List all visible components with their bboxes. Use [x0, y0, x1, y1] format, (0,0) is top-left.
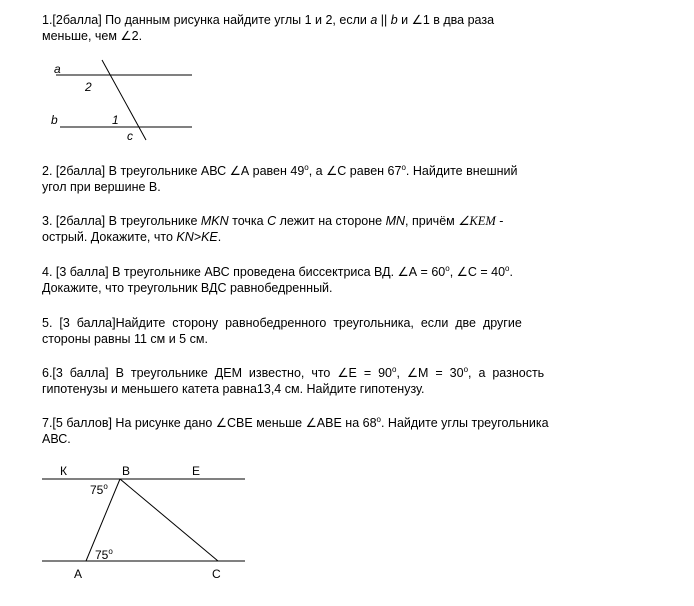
label-e: Е [192, 464, 201, 478]
line-a-ref: a [370, 13, 378, 27]
task-4 [42, 264, 626, 296]
label-a: a [54, 62, 61, 76]
task-7 [42, 415, 626, 447]
task-5 [42, 315, 626, 347]
task-6-line-1: 6.[3 балла] В треугольнике ДЕМ известно, что ∠Е = 90$^o$, ∠М = 30$^o$, а разность [42, 365, 545, 380]
task-5-line-1: 5. [3 балла]Найдите сторону равнобедренного треугольника, если две другие [42, 316, 522, 330]
line-b-ref: b [390, 13, 398, 27]
task-6 [42, 365, 626, 397]
task-1-line-2: меньше, чем ∠2. [42, 29, 143, 43]
task-4-line-2: Докажите, что треугольник ВДС равнобедренный. [42, 281, 333, 295]
label-c-vertex: С [212, 567, 221, 581]
figure-triangle-abc [38, 462, 253, 586]
figure-parallel-lines [40, 58, 210, 148]
line-c-transversal [102, 60, 146, 140]
task-7-line-1: 7.[5 баллов] На рисунке дано ∠СВЕ меньше ∠АВЕ на 68$^o$. Найдите углы треугольника [42, 415, 549, 430]
label-b: b [51, 113, 58, 127]
task-7-line-2: АВС. [42, 432, 71, 446]
task-1 [42, 12, 626, 44]
task-2-line-1: 2. [2балла] В треугольнике АВС ∠А равен 49$^o$, а ∠С равен 67$^o$. Найдите внешний [42, 163, 518, 178]
label-1: 1 [112, 113, 119, 127]
angle-top-value: 75$^o$ [90, 482, 108, 497]
label-k: К [60, 464, 67, 478]
label-2: 2 [85, 80, 92, 94]
task-1-line-1: 1.[2балла] По данным рисунка найдите углы 1 и 2, если a || b и ∠1 в два раза [42, 13, 495, 27]
task-2 [42, 163, 626, 195]
label-b-vertex: В [122, 464, 131, 478]
task-2-line-2: угол при вершине В. [42, 180, 161, 194]
task-6-line-2: гипотенузы и меньшего катета равна13,4 см. Найдите гипотенузу. [42, 382, 425, 396]
angle-bottom-value: 75$^o$ [95, 547, 113, 562]
task-3-line-2: острый. Докажите, что KN>KE. [42, 230, 222, 244]
task-4-line-1: 4. [3 балла] В треугольнике АВС проведена биссектриса ВД. ∠А = $60^o$, ∠С = $40^o$. [42, 264, 513, 279]
label-a-vertex: А [74, 567, 83, 581]
task-3-line-1: 3. [2балла] В треугольнике MKN точка C лежит на стороне MN, причём ∠KEM - [42, 214, 504, 228]
task-3 [42, 213, 626, 245]
segment-bc [120, 479, 218, 561]
label-c: c [127, 129, 133, 143]
task-5-line-2: стороны равны 11 см и 5 см. [42, 332, 208, 346]
